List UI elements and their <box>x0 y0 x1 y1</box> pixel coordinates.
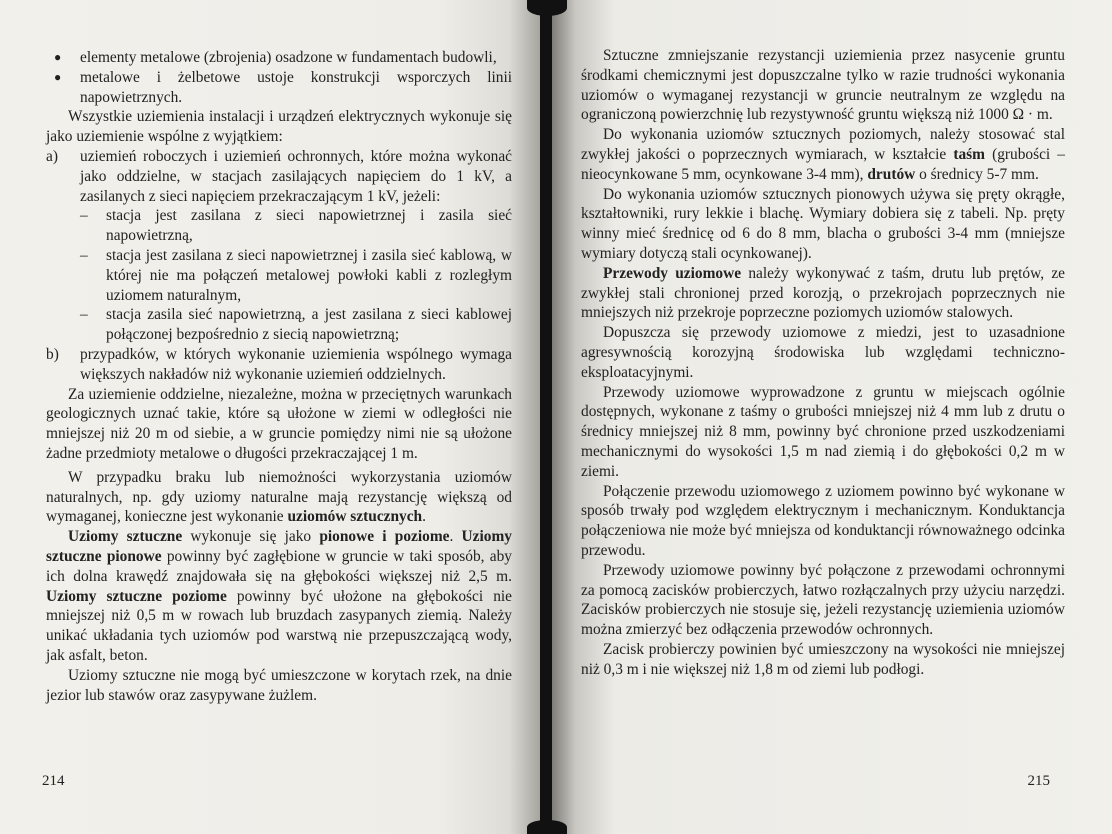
right-page <box>547 0 1112 834</box>
paragraph: Dopuszcza się przewody uziomowe z miedzi, jest to uzasadnione agresywnością korozyjną środowiska lub względami techniczno-eksploatacyjnymi. <box>581 324 1065 381</box>
list-item <box>46 48 512 68</box>
dash-item <box>46 206 512 246</box>
paragraph <box>581 264 1065 323</box>
list-item-text: uziemień roboczych i uziemień ochronnych, które można wykonać jako oddzielne, w stacjach zasilających napięciem do 1 kV, a zasilanych z sieci napięciem przekraczającym 1 kV, jeżeli: <box>80 147 512 205</box>
dash-item <box>46 305 512 345</box>
bullet-icon: ● <box>54 50 62 64</box>
bold-term: pionowe i poziome <box>319 528 450 546</box>
list-marker: a) <box>46 147 58 165</box>
paragraph: Przewody uziomowe powinny być połączone z przewodami ochronnymi za pomocą zacisków probierczych, łatwo rozłączalnych przy użyciu narzędzi. Zacisków probierczych nie stosuje się, jeżeli rezystancję uziemienia uziomów można zmierzyć bez odłączenia przewodów ochronnych. <box>581 561 1065 639</box>
text-run: Do wykonania uziomów sztucznych poziomych, należy stosować stal zwykłej jakości o poprzecznych wymiarach, w kształcie <box>581 126 1065 163</box>
bold-term: Uziomy sztuczne pionowe <box>46 528 512 565</box>
bullet-icon: ● <box>54 69 62 84</box>
book-gutter <box>540 0 552 834</box>
bullet-text: metalowe i żelbetowe ustoje konstrukcji wsporczych linii napowietrznych. <box>80 68 512 106</box>
list-item-a <box>46 147 512 206</box>
paragraph <box>581 125 1065 184</box>
dash-icon: – <box>80 207 88 225</box>
paragraph: Zacisk probierczy powinien być umieszczony na wysokości nie mniejszej niż 0,3 m i nie większej niż 1,8 m od ziemi lub podłogi. <box>581 640 1065 678</box>
text-run: powinny być zagłębione w gruncie w taki sposób, aby ich dolna krawędź znajdowała się na głębokości większej niż 2,5 m. <box>46 547 512 585</box>
page-number: 214 <box>42 773 65 789</box>
dash-item-text: stacja zasila sieć napowietrzną, a jest zasilana z sieci kablowej połączonej bezpośrednio z siecią napowietrzną; <box>106 306 512 344</box>
list-item-b <box>46 345 512 385</box>
bold-term: uziomów sztucznych <box>287 508 423 526</box>
gutter-notch-top <box>527 0 567 16</box>
dash-icon: – <box>80 306 88 324</box>
dash-item <box>46 246 512 305</box>
paragraph: Połączenie przewodu uziomowego z uziomem powinno być wykonane w sposób trwały pod względem elektrycznym i mechanicznym. Konduktancja połączeniowa nie może być mniejsza od konduktancji równoważnego odcinka przewodu. <box>581 482 1065 559</box>
left-page-text <box>46 48 512 705</box>
paragraph: Do wykonania uziomów sztucznych pionowych używa się pręty okrągłe, kształtowniki, rury lekkie i blachę. Wymiary dobiera się z tabeli. Np. pręty winny mieć średnicę od 6 do 8 mm, blacha o grubości 3-4 mm (mniejsze wymiary dotyczą stali ocynkowanej). <box>581 185 1065 262</box>
text-run: o średnicy 5-7 mm. <box>915 165 1039 183</box>
paragraph: Uziomy sztuczne nie mogą być umieszczone w korytach rzek, na dnie jezior lub stawów oraz zasypywane żużlem. <box>46 666 512 704</box>
paragraph: Wszystkie uziemienia instalacji i urządzeń elektrycznych wykonuje się jako uziemienie wspólne z wyjątkiem: <box>46 108 512 146</box>
gutter-notch-bottom <box>527 820 567 834</box>
bold-term: Uziomy sztuczne <box>68 528 183 546</box>
paragraph: Za uziemienie oddzielne, niezależne, można w przeciętnych warunkach geologicznych uznać takie, które są ułożone w ziemi w odległości nie mniejszej niż 20 m od siebie, a w gruncie pomiędzy nimi nie są ułożone żadne przedmioty metalowe o długości przekraczającej 1 m. <box>46 385 512 462</box>
paragraph <box>46 468 512 527</box>
bold-term: Przewody uziomowe <box>603 264 742 282</box>
left-page <box>0 0 547 834</box>
dash-item-text: stacja jest zasilana z sieci napowietrznej i zasila sieć napowietrzną, <box>106 207 512 245</box>
text-run: wykonuje się jako <box>182 528 320 546</box>
dash-icon: – <box>80 246 88 264</box>
text-run: W przypadku braku lub niemożności wykorzystania uziomów naturalnych, np. gdy uziomy naturalne mają rezystancję większą od wymaganej, konieczne jest wykonanie <box>46 468 512 526</box>
bold-term: Uziomy sztuczne poziome <box>46 587 227 605</box>
text-run: należy wykonywać z taśm, drutu lub prętów, ze zwykłej stali chronionej przed korozją, o przekrojach poprzecznych nie mniejszych niż przekroje poprzeczne poziomych uziomów stalowych. <box>581 264 1065 322</box>
paragraph: Przewody uziomowe wyprowadzone z gruntu w miejscach ogólnie dostępnych, wykonane z taśmy o grubości mniejszej niż 4 mm lub z drutu o średnicy mniejszej niż 8 mm, powinny być chronione przed uszkodzeniami mechanicznymi do wysokości 1,5 m nad ziemią i do głębokości 0,2 m w ziemi. <box>581 383 1065 480</box>
bold-term: taśm <box>953 145 985 163</box>
text-run: . <box>449 528 462 546</box>
list-item <box>46 68 512 108</box>
paragraph <box>46 527 512 666</box>
text-run: . <box>422 508 426 526</box>
right-page-text <box>581 46 1065 680</box>
bullet-text: elementy metalowe (zbrojenia) osadzone w fundamentach budowli, <box>80 49 497 66</box>
text-run: (grubości – nieocynkowane 5 mm, ocynkowane 3-4 mm), <box>581 145 1065 183</box>
dash-item-text: stacja jest zasilana z sieci napowietrznej i zasila sieć kablową, w której nie ma połączeń metalowej powłoki kabli z rozległym uziomem naturalnym, <box>106 246 512 304</box>
list-item-text: przypadków, w których wykonanie uziemienia wspólnego wymaga większych nakładów niż wykonanie uziemień oddzielnych. <box>80 345 512 383</box>
paragraph: Sztuczne zmniejszanie rezystancji uziemienia przez nasycenie gruntu środkami chemicznymi jest dopuszczalne tylko w razie trudności wykonania uziomów o wymaganej rezystancji w gruncie neutralnym ze względu na ograniczoną powierzchnię lub rezystywność gruntu większą niż 1000 Ω · m. <box>581 47 1065 124</box>
page-number: 215 <box>1027 773 1050 789</box>
text-run: powinny być ułożone na głębokości nie mniejszej niż 0,5 m w rowach lub bruzdach zasypanych ziemią. Należy unikać układania tych uziomów pod warstwą nie przepuszczającą wody, jak asfalt, beton. <box>46 587 512 664</box>
list-marker: b) <box>46 345 59 363</box>
bold-term: drutów <box>867 165 916 183</box>
